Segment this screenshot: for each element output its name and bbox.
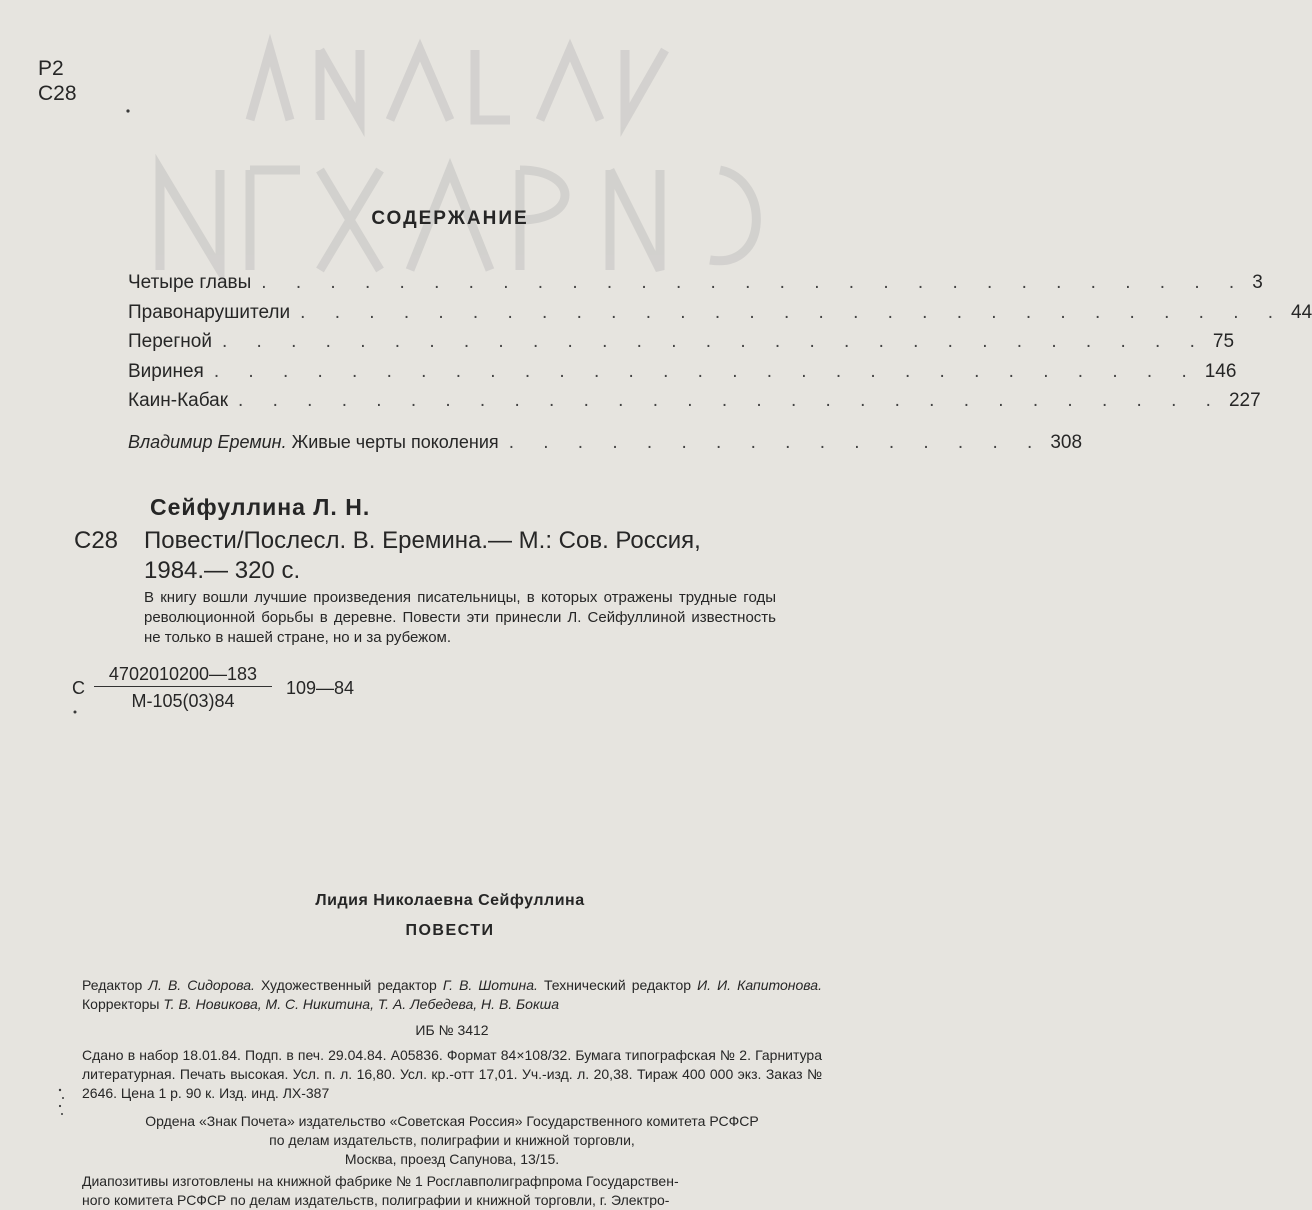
classification-code [38,56,77,106]
toc-entry [128,272,1263,302]
proofreaders-label: Корректоры [82,996,160,1012]
toc-title: СОДЕРЖАНИЕ [371,208,529,229]
catalog-index-tail: 109—84 [286,678,355,698]
toc-entry [128,390,1261,420]
art-editor-name: Г. В. Шотина. [442,977,538,993]
toc-entry-page: 3 [1252,272,1263,293]
catalog-author: Сейфуллина Л. Н. [150,494,371,520]
printer-note-line: Диапозитивы изготовлены на книжной фабрике № 1 Росглавполиграфпрома Государствен- [82,1173,679,1189]
toc-entry [128,360,1237,391]
colophon-title: ПОВЕСТИ [405,922,495,939]
toc-afterword-text [128,432,499,453]
toc-entry-page: 227 [1228,390,1261,411]
classification-code-line: С28 [38,82,77,105]
editor-label: Редактор [82,977,143,993]
catalog-index-denominator: М-105(03)84 [131,691,235,711]
toc-entry [128,331,1235,361]
toc-entry-page: 308 [1050,431,1083,453]
printer-note-line: ного комитета РСФСР по делам издательств, полиграфии и книжной торговли, г. Электро- [82,1192,670,1208]
toc-leader-dots: . . . . . . . . . . . . . . . . . . . . . . . . . . . . . [213,360,1199,382]
catalog-index-letter: С [72,678,85,698]
ib-number: ИБ № 3412 [415,1022,489,1038]
toc-leader-dots: . . . . . . . . . . . . . . . . . . . . . . . . . . . . . [300,301,1286,323]
catalog-annotation: В книгу вошли лучшие произведения писательницы, в которых отражены трудные годы революционной борьбы в деревне. Повести эти принесли Л. Сейфуллиной известность не только в нашей стране, но и за рубежом. [144,589,776,646]
toc-entry-page: 146 [1204,360,1237,382]
toc-entry-title: Правонарушители [128,301,291,323]
toc-entry-title: Перегной [128,331,212,352]
catalog-description [144,526,834,586]
afterword-title: Живые черты поколения [291,431,499,452]
classification-code-line: Р2 [38,57,64,80]
toc-leader-dots: . . . . . . . . . . . . . . . . . . . . . . . . . . . . . [261,272,1247,293]
proofreaders-names: Т. В. Новикова, М. С. Никитина, Т. А. Лебедева, Н. В. Бокша [163,996,559,1012]
table-of-contents [128,272,1312,461]
print-details: Сдано в набор 18.01.84. Подп. в печ. 29.04.84. А05836. Формат 84×108/32. Бумага типографская № 2. Гарнитура литературная. Печать высокая. Усл. п. л. 16,80. Усл. кр.-отт 17,01. Уч.-изд. л. 20,38. Тираж 400 000 экз. Заказ № 2646. Цена 1 р. 90 к. Изд. инд. ЛХ-387 [82,1047,822,1101]
catalog-description-line: 1984.— 320 с. [144,557,301,584]
toc-leader-dots: . . . . . . . . . . . . . . . . [508,431,1045,453]
catalog-description-line: Повести/Послесл. В. Еремина.— М.: Сов. Россия, [144,527,701,554]
publisher-line: Москва, проезд Сапунова, 13/15. [344,1151,560,1167]
editors-block [82,976,822,1014]
toc-entry-title: Виринея [128,360,204,382]
toc-leader-dots: . . . . . . . . . . . . . . . . . . . . . . . . . . . . . [221,331,1207,352]
toc-entry-title: Четыре главы [128,272,252,293]
publisher-block [82,1112,822,1169]
catalog-index-numerator: 4702010200—183 [94,664,272,687]
bleed-through-lettering [120,20,800,300]
afterword-author: Владимир Еремин. [128,431,287,452]
tech-editor-label: Технический редактор [544,977,692,993]
toc-afterword-entry [128,431,1083,462]
colophon-author: Лидия Николаевна Сейфуллина [315,892,585,909]
publisher-line: по делам издательств, полиграфии и книжной торговли, [269,1132,635,1148]
editor-name: Л. В. Сидорова. [148,977,255,993]
toc-leader-dots: . . . . . . . . . . . . . . . . . . . . . . . . . . . . . [238,390,1223,411]
catalog-code: С28 [74,527,119,554]
toc-entry-title: Каин-Кабак [128,390,229,411]
publisher-line: Ордена «Знак Почета» издательство «Советская Россия» Государственного комитета РСФСР [145,1113,759,1129]
toc-entry [128,301,1312,332]
toc-entry-page: 44 [1291,301,1312,323]
tech-editor-name: И. И. Капитонова. [697,977,822,993]
toc-entry-page: 75 [1212,331,1235,352]
art-editor-label: Художественный редактор [261,977,437,993]
